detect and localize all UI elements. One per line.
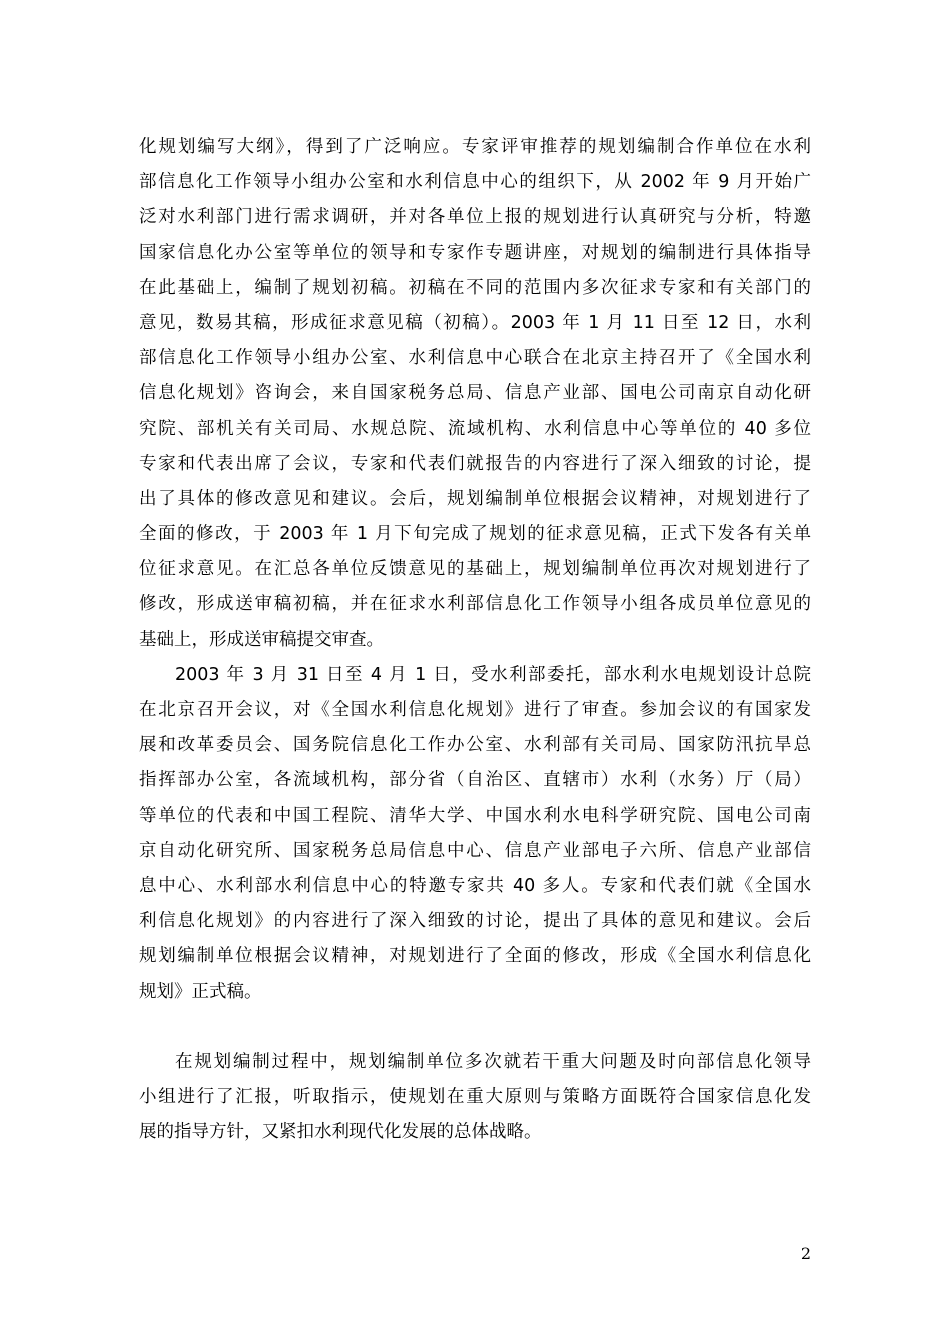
text-line: 在规划编制过程中，规划编制单位多次就若干重大问题及时向部信息化领导 (175, 1051, 811, 1072)
text-line: 部信息化工作领导小组办公室和水利信息中心的组织下，从 2002 年 9 月开始广 (139, 172, 811, 193)
text-line: 部信息化工作领导小组办公室、水利信息中心联合在北京主持召开了《全国水利 (139, 348, 811, 369)
text-line: 化规划编写大纲》，得到了广泛响应。专家评审推荐的规划编制合作单位在水利 (139, 137, 811, 157)
text-line: 出了具体的修改意见和建议。会后，规划编制单位根据会议精神，对规划进行了 (139, 488, 811, 509)
text-line: 规划》正式稿。 (139, 981, 262, 1002)
text-line: 位征求意见。在汇总各单位反馈意见的基础上，规划编制单位再次对规划进行了 (139, 559, 811, 580)
text-line: 京自动化研究所、国家税务总局信息中心、信息产业部电子六所、信息产业部信 (139, 840, 811, 861)
text-line: 利信息化规划》的内容进行了深入细致的讨论，提出了具体的意见和建议。会后 (139, 911, 811, 932)
page-number: 2 (800, 1244, 811, 1263)
text-line: 泛对水利部门进行需求调研，并对各单位上报的规划进行认真研究与分析，特邀 (139, 207, 811, 228)
text-line: 展的指导方针，又紧扣水利现代化发展的总体战略。 (139, 1122, 542, 1143)
paragraph-3 (139, 1045, 811, 1151)
text-line: 究院、部机关有关司局、水规总院、流域机构、水利信息中心等单位的 40 多位 (139, 418, 811, 439)
text-line: 规划编制单位根据会议精神，对规划进行了全面的修改，形成《全国水利信息化 (139, 946, 811, 967)
text-line: 在北京召开会议，对《全国水利信息化规划》进行了审查。参加会议的有国家发 (139, 700, 811, 720)
text-line: 指挥部办公室，各流域机构，部分省（自治区、直辖市）水利（水务）厅（局） (139, 770, 811, 791)
text-line: 息中心、水利部水利信息中心的特邀专家共 40 多人。专家和代表们就《全国水 (139, 875, 811, 896)
body-text (139, 130, 811, 1150)
text-line: 修改，形成送审稿初稿，并在征求水利部信息化工作领导小组各成员单位意见的 (139, 594, 811, 615)
text-line: 等单位的代表和中国工程院、清华大学、中国水利水电科学研究院、国电公司南 (139, 805, 811, 826)
text-line: 展和改革委员会、国务院信息化工作办公室、水利部有关司局、国家防汛抗旱总 (139, 735, 811, 756)
text-line: 国家信息化办公室等单位的领导和专家作专题讲座，对规划的编制进行具体指导 (139, 242, 811, 263)
text-line: 小组进行了汇报，听取指示，使规划在重大原则与策略方面既符合国家信息化发 (139, 1087, 811, 1108)
paragraph-1 (139, 130, 811, 658)
text-line: 意见，数易其稿，形成征求意见稿（初稿）。2003 年 1 月 11 日至 12 日，水利 (139, 312, 811, 333)
text-line: 在此基础上，编制了规划初稿。初稿在不同的范围内多次征求专家和有关部门的 (139, 277, 811, 298)
text-line: 专家和代表出席了会议，专家和代表们就报告的内容进行了深入细致的讨论，提 (139, 453, 811, 474)
text-line: 基础上，形成送审稿提交审查。 (139, 629, 384, 650)
text-line: 信息化规划》咨询会，来自国家税务总局、信息产业部、国电公司南京自动化研 (139, 383, 811, 404)
text-line: 全面的修改，于 2003 年 1 月下旬完成了规划的征求意见稿，正式下发各有关单 (139, 524, 811, 545)
paragraph-spacer (139, 1010, 811, 1045)
text-line: 2003 年 3 月 31 日至 4 月 1 日，受水利部委托，部水利水电规划设计总院 (175, 664, 811, 685)
paragraph-2 (139, 658, 811, 1010)
